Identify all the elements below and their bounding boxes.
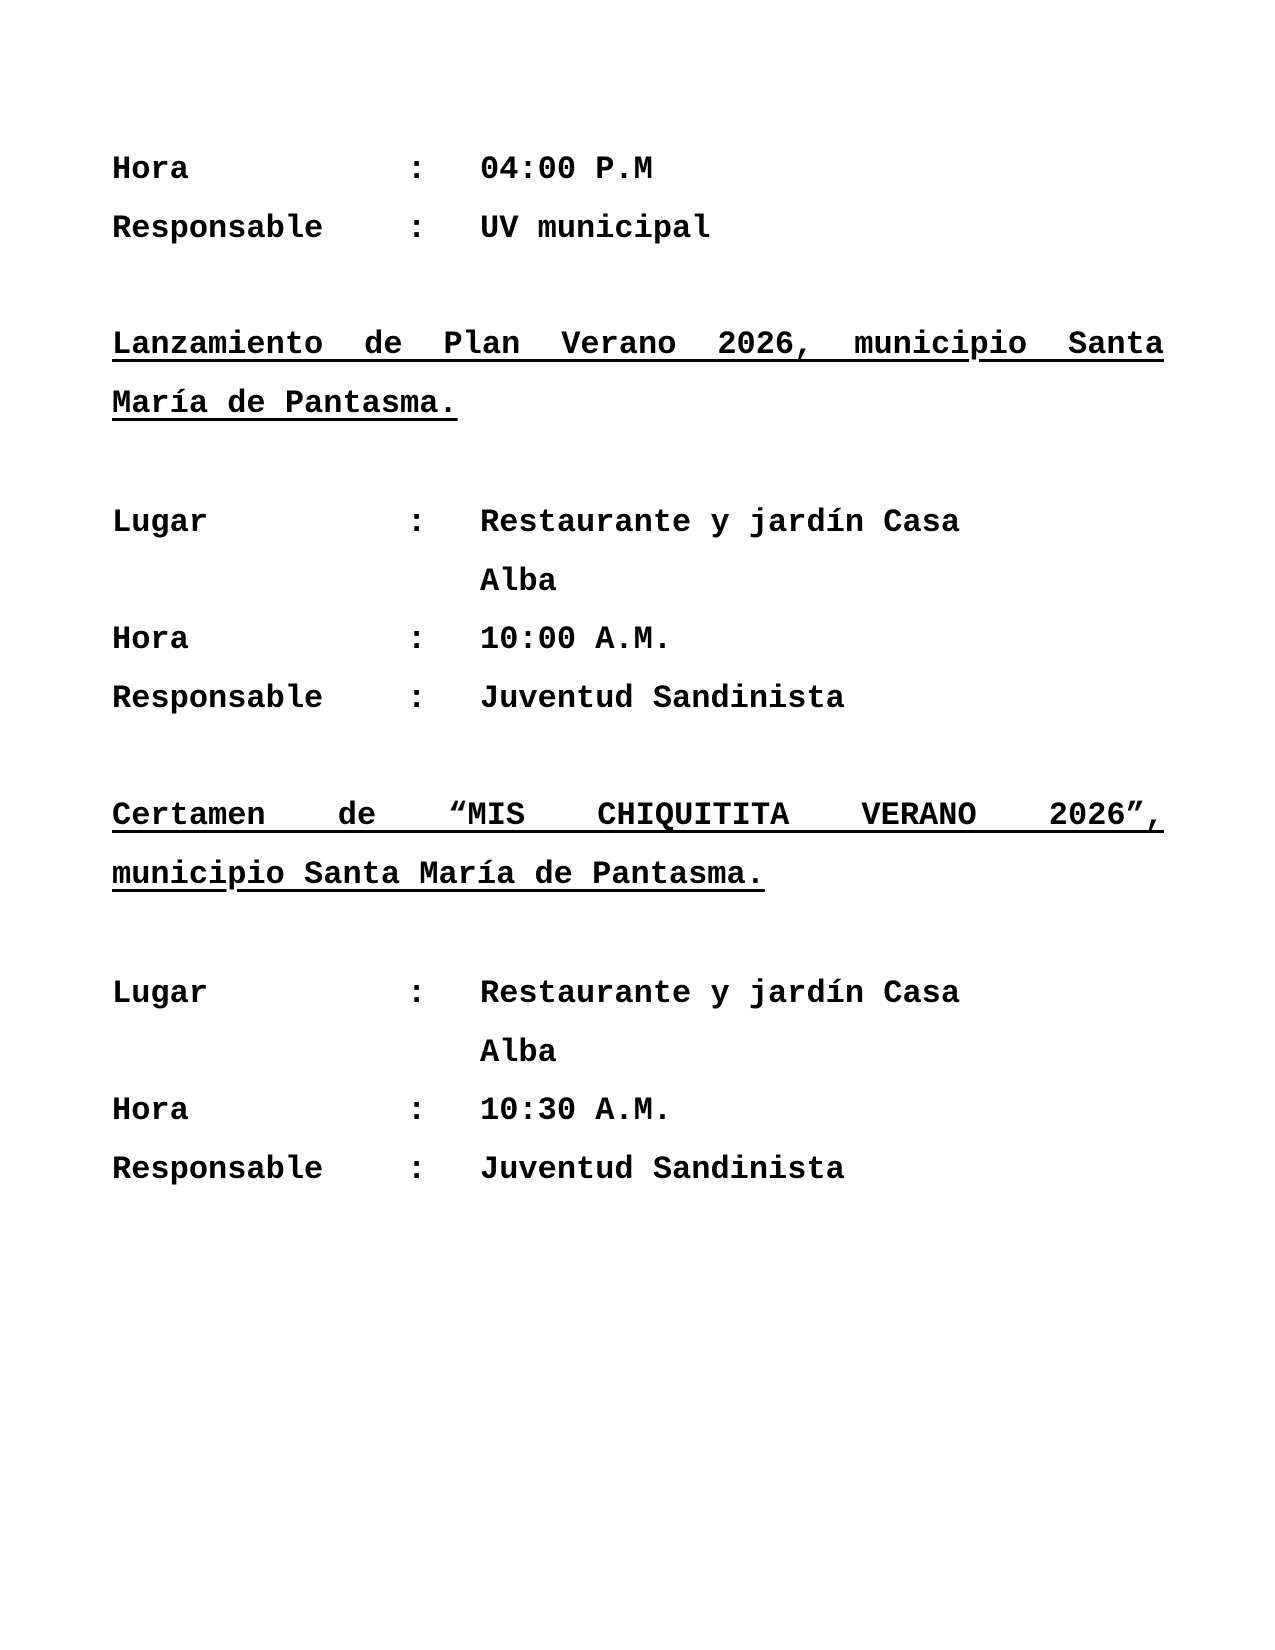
lugar-value: Restaurante y jardín Casa [480,504,961,541]
separator-colon: : [407,151,427,188]
event-1-title-line-2: María de Pantasma. [112,385,458,422]
separator-colon: : [407,621,427,658]
separator-colon: : [407,975,427,1012]
hora-label: Hora [112,621,189,658]
lugar-value-continued: Alba [480,1034,557,1071]
hora-value: 10:30 A.M. [480,1092,673,1129]
separator-colon: : [407,1092,427,1129]
lugar-value: Restaurante y jardín Casa [480,975,961,1012]
responsable-value: Juventud Sandinista [480,1151,845,1188]
separator-colon: : [407,1151,427,1188]
event-2-title-line-1: Certamen de “MIS CHIQUITITA VERANO 2026”, [112,797,1164,834]
lugar-value-continued: Alba [480,563,557,600]
hora-value: 10:00 A.M. [480,621,673,658]
hora-label: Hora [112,151,189,188]
separator-colon: : [407,210,427,247]
event-1-title-line-1: Lanzamiento de Plan Verano 2026, municipio Santa [112,326,1164,363]
responsable-value: UV municipal [480,210,711,247]
responsable-label: Responsable [112,210,324,247]
responsable-label: Responsable [112,680,324,717]
responsable-label: Responsable [112,1151,324,1188]
event-2-title-line-2: municipio Santa María de Pantasma. [112,856,765,893]
hora-label: Hora [112,1092,189,1129]
lugar-label: Lugar [112,975,209,1012]
responsable-value: Juventud Sandinista [480,680,845,717]
separator-colon: : [407,504,427,541]
hora-value: 04:00 P.M [480,151,653,188]
lugar-label: Lugar [112,504,209,541]
separator-colon: : [407,680,427,717]
